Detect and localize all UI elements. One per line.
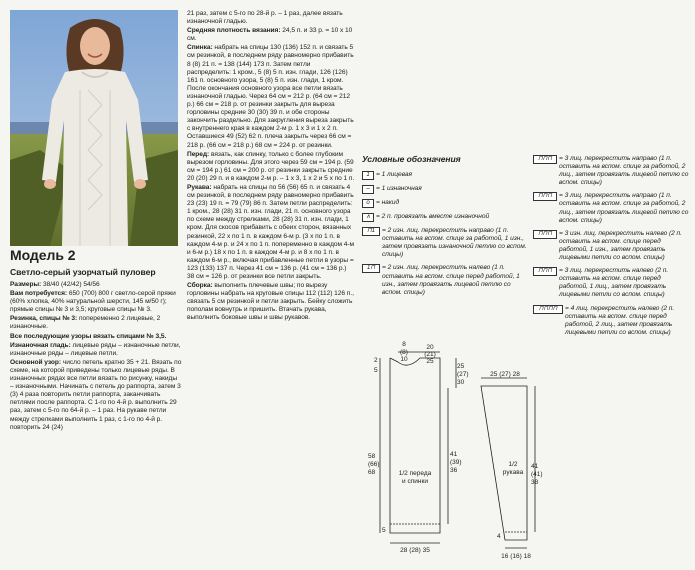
col1-paragraph	[10, 281, 182, 289]
column-2-body	[187, 27, 355, 322]
legend-item	[362, 227, 527, 259]
paragraph-label: Изнаночная гладь:	[10, 341, 71, 349]
column-1	[10, 248, 182, 433]
legend-symbol-icon: o	[362, 199, 374, 208]
col2-paragraph	[187, 151, 355, 183]
body-label-back: и спинки	[402, 478, 428, 485]
sleeve-label-1: 1/2	[508, 461, 518, 468]
bottom-width: 28 (28) 35	[400, 547, 430, 554]
total-length-2: (66)	[368, 461, 380, 468]
model-title: Модель 2	[10, 247, 76, 263]
legend-text: = 2 п. провязать вместе изнаночной	[376, 213, 490, 221]
armhole-2: (27)	[457, 371, 469, 378]
legend-text: = 3 лиц. перекрестить налево (2 п. оставить на вспом. спице перед работой, 1 лиц., затем провязать лицевыми петли со вспом. спицы)	[559, 267, 669, 299]
legend-symbol-icon: ⊓⊓⊓	[533, 155, 557, 164]
legend-right	[533, 155, 691, 342]
neck-width-2: (8)	[400, 349, 408, 356]
legend-item	[533, 305, 691, 337]
paragraph-text: набрать на спицы 130 (136) 152 п. и связать 5 см резинкой, в последнем ряду равномерно прибавить 8 (8) 21 п. = 138 (144) 173 п. Затем петли распределить: 1 кром., 5 (8) 5 п. изн. глади, 126 (126) 161 п. основного узора, 5 (8) 5 п. изн. глади, 1 кром. После окончания основного узора все петли вязать изнаночной гладью. Через 64 см = 212 р. (64 см = 212 р.) 66 см = 218 р. от резинки закрыть для выреза горловины средние 30 (30) 39 п. и обе стороны закончить раздельно. Для закругления выреза закрыть с внутреннего края в каждом 2-м р. 1 х 3 и 1 х 2 п. Оставшиеся 49 (52) 62 п. плеча закрыть через 66 см = 218 р. (66 см = 218 р.) 68 см = 224 р. от резинки.	[187, 44, 354, 149]
shoulder-width: 20	[426, 344, 434, 351]
paragraph-text: набрать на спицы по 56 (56) 65 п. и связать 4 см резинкой, в последнем ряду равномерно прибавить 23 (23) 19 п. = 79 (79) 86 п. Затем петли распределить: 1 кром., 28 (28) 31 п. изн. глади, 21 п. основного узора по схеме между стрелками, 28 (28) 31 п. изн. глади, 1 кром. Для скосов прибавить с обеих сторон, вязанных резинкой, 22 х по 1 п. в каждом 6-м р. (3 х по 1 п. в каждом 4-м р. и 24 х по 1 п. попеременно в каждом 4-м и 6-м р.) 18 х по 1 п. в каждом 4-м р. и 8 х по 1 п. в каждом 6-м р., включая прибавленные петли в узоры = 123 (133) 137 п. Через 41 см = 136 р. (41 см = 136 р.) 38 см = 126 р. от резинки все петли закрыть.	[187, 183, 355, 280]
legend-item	[533, 230, 691, 262]
col1-paragraph	[10, 290, 182, 314]
legend-symbol-icon: ∧	[362, 213, 374, 222]
side-length-2: (39)	[450, 459, 462, 466]
legend-symbol-icon: 1⊓	[362, 264, 380, 273]
legend-text: = 3 лиц. перекрестить направо (1 п. оставить на вспом. спице за работой, 2 лиц., затем провязать лицевой петлю со вспом. спицы)	[559, 155, 689, 187]
shoulder-width-3: 25	[426, 358, 434, 365]
paragraph-label: Перед:	[187, 150, 210, 158]
model-subtitle: Светло-серый узорчатый пуловер	[10, 267, 156, 277]
body-label-front: 1/2 переда	[398, 470, 432, 477]
legend-item	[362, 213, 527, 222]
paragraph-label: Спинка:	[187, 44, 213, 52]
legend-symbol-icon: ⊓1	[362, 227, 380, 236]
legend-item	[533, 192, 691, 224]
legend-item	[533, 267, 691, 299]
col2-paragraph	[187, 184, 355, 281]
neck-width-3: 10	[400, 356, 408, 363]
sleeve-length-3: 38	[531, 479, 539, 486]
legend-symbol-icon: ⊓⊓⊓	[533, 230, 557, 239]
neck-width-1: 8	[402, 341, 406, 348]
neck-depth-1: 2	[374, 357, 378, 364]
paragraph-label: Сборка:	[187, 282, 213, 290]
column-2	[187, 10, 355, 324]
legend-text: = 3 изн. лиц. перекрестить налево (2 п. оставить на вспом. спице перед работой, 1 изн., затем провязать лицевыми петли со вспом. спицы)	[559, 229, 682, 262]
legend-text: = 2 изн. лиц. перекрестить налево (1 п. оставить на вспом. спице перед работой, 1 изн., затем провязать лицевой петлю со вспом. спицы)	[382, 264, 520, 296]
col1-paragraph	[10, 359, 182, 432]
legend-symbol-icon: ⊓⊓⊓	[533, 267, 557, 276]
col1-paragraph	[10, 315, 182, 331]
paragraph-text: вязать, как спинку, только с более глубоким вырезом горловины. Для этого через 59 см = 194 р. (59 см = 194 р.) 61 см = 200 р. от резинки закрыть средние 20 (20) 29 п. и в каждом 2-м р. – 1 х 3, 1 х 2 и 5 х по 1 п.	[187, 150, 355, 182]
col1-paragraph	[10, 333, 182, 341]
paragraph-label: Основной узор:	[10, 358, 62, 366]
legend-symbol-icon: –	[362, 185, 374, 194]
paragraph-label: Все последующие узоры вязать спицами № 3,5.	[10, 332, 167, 340]
legend-text: = накид	[376, 199, 400, 207]
legend-item	[362, 264, 527, 296]
neck-depth-2: 5	[374, 367, 378, 374]
model-photo	[10, 10, 178, 246]
legend-symbol-icon: 1	[362, 171, 374, 180]
side-length-1: 41	[450, 451, 458, 458]
legend-left-items	[362, 171, 527, 297]
sleeve-top-width: 25 (27) 28	[490, 371, 520, 378]
paragraph-label: Размеры:	[10, 281, 42, 288]
paragraph-label: Вам потребуется:	[10, 290, 68, 298]
shoulder-width-2: (21)	[424, 351, 436, 358]
side-length-3: 36	[450, 467, 458, 474]
col2-paragraph	[187, 282, 355, 322]
legend-item	[362, 185, 527, 194]
legend-left	[362, 155, 527, 302]
col2-paragraph	[187, 44, 355, 149]
paragraph-text: 24,5 п. и 33 р. = 10 х 10 см.	[187, 27, 353, 43]
column-1-body	[10, 281, 182, 432]
body-rib: 5	[382, 527, 386, 534]
sleeve-label-2: рукава	[502, 469, 524, 476]
legend-item	[533, 155, 691, 187]
body-pattern-diagram	[368, 341, 469, 558]
total-length-1: 58	[368, 453, 376, 460]
armhole-3: 30	[457, 379, 465, 386]
paragraph-label: Средняя плотность вязания:	[187, 27, 281, 35]
sleeve-cuff-width: 16 (16) 18	[501, 553, 531, 560]
legend-symbol-icon: ⊓⊓⊓	[533, 192, 557, 201]
paragraph-text: лицевые ряды – изнаночные петли, изнаночные ряды – лицевые петли.	[10, 341, 181, 357]
sleeve-length-1: 41	[531, 463, 539, 470]
sleeve-length-2: (41)	[531, 471, 543, 478]
col1-paragraph	[10, 342, 182, 358]
paragraph-label: Резинка, спицы № 3:	[10, 315, 78, 323]
paragraph-text: выполнить плечевые швы; по вырезу горловины набрать на круговые спицы 112 (112) 126 п., связать 5 см резинкой и петли закрыть. Бейку сложить пополам вовнутрь и пришить. Втачать рукава, выполнить боковые швы и швы рукавов.	[187, 282, 354, 322]
legend-text: = 1 изнаночная	[376, 185, 422, 193]
legend-title: Условные обозначения	[362, 154, 461, 164]
legend-text: = 2 изн. лиц. перекрестить направо (1 п. оставить на вспом. спице за работой, 1 изн., затем провязать изнаночной петлю со вспом. спицы)	[382, 227, 527, 259]
col2-paragraph	[187, 27, 355, 43]
legend-item	[362, 171, 527, 180]
total-length-3: 68	[368, 469, 376, 476]
legend-item	[362, 199, 527, 208]
header-text: 21 раз, затем с 5-го по 28-й р. – 1 раз, далее вязать изнаночной гладью.	[187, 10, 343, 26]
paragraph-text: 650 (700) 800 г светло-серой пряжи (60% хлопка, 40% натуральной шерсти, 145 м/50 г); прямые спицы № 3 и 3,5; круговые спицы № 3.	[10, 290, 176, 314]
paragraph-text: 38/40 (42/42) 54/56	[42, 281, 100, 288]
paragraph-text: число петель кратно 35 + 21. Вязать по схеме, на которой приведены только лицевые ряды. В изнаночных рядах все петли вязать по рисунку, накиды – изнаночными. Начинать с петель до раппорта, затем 3 (3) 4 раза повторить петли раппорта, заканчивать петлями после раппорта. С 1-го по 4-й р. выполнить 29 раз, затем с 5-го по 64-й р. – 1 раз. На рукаве петли между стрелками выполнить 1 раз, с 1-го по 4-й р. повторить 24 (24)	[10, 358, 182, 431]
legend-text: = 4 лиц. перекрестить налево (2 п. оставить на вспом. спице перед работой, 2 лиц., затем провязать лицевыми петли со вспом. спицы)	[565, 304, 675, 336]
sleeve-rib: 4	[497, 533, 501, 540]
sleeve-pattern-diagram	[475, 368, 545, 568]
legend-text: = 3 лиц. перекрестить направо (1 п. оставить на вспом. спице за работой, 2 лиц., затем провязать лицевой петлю со вспом. спицы)	[559, 192, 689, 224]
legend-text: = 1 лицевая	[376, 171, 412, 179]
paragraph-text: попеременно 2 лицевые, 2 изнаночные.	[10, 315, 161, 331]
legend-right-items	[533, 155, 691, 337]
armhole-1: 25	[457, 363, 465, 370]
paragraph-label: Рукава:	[187, 183, 212, 191]
legend-symbol-icon: ⊓⊓⊓⊓	[533, 305, 563, 314]
